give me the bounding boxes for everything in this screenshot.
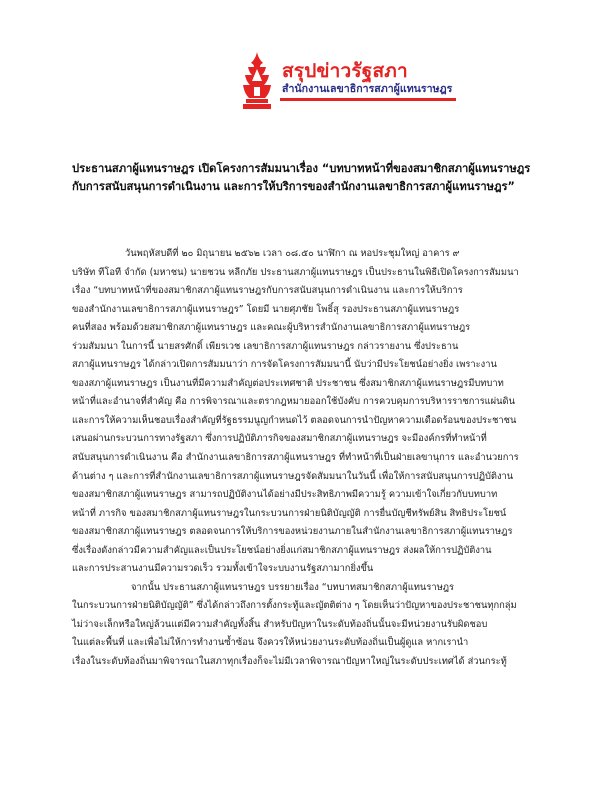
body-line: สภาผู้แทนราษฎร ได้กล่าวเปิดการสัมมนาว่า การจัดโครงการสัมมนานี้ นับว่ามีประโยชน์อย่างยิ่ง เพราะงาน (72, 359, 497, 371)
body-line: ของสำนักงานเลขาธิการสภาผู้แทนราษฎร” โดยมี นายศุภชัย โพธิ์สุ รองประธานสภาผู้แทนราษฎร (72, 303, 460, 315)
brand-subtitle: สำนักงานเลขาธิการสภาผู้แทนราษฎร (282, 83, 453, 95)
body-line: ของสภาผู้แทนราษฎร เป็นงานที่มีความสำคัญต่อประเทศชาติ ประชาชน ซึ่งสมาชิกสภาผู้แทนราษฎรมีบทบาท (72, 377, 504, 389)
body-line: ด้านต่าง ๆ และการที่สำนักงานเลขาธิการสภาผู้แทนราษฎรจัดสัมมนาในวันนี้ เพื่อให้การสนับสนุนการปฏิบัติงาน (72, 470, 514, 482)
body-line: จากนั้น ประธานสภาผู้แทนราษฎร บรรยายเรื่อง “บทบาทสมาชิกสภาผู้แทนราษฎร (131, 581, 455, 593)
body-line: ในกระบวนการฝ่ายนิติบัญญัติ” ซึ่งได้กล่าวถึงการตั้งกระทู้และญัตติต่าง ๆ โดยเห็นว่าปัญหาของประชาชนทุกกลุ่ม (72, 600, 517, 612)
title-line: กับการสนับสนุนการดำเนินงาน และการให้บริการของสำนักงานเลขาธิการสภาผู้แทนราษฎร” (72, 180, 515, 193)
body-line: และการประสานงานมีความรวดเร็ว รวมทั้งเข้าใจระบบงานรัฐสภามากยิ่งขึ้น (72, 563, 374, 575)
brand-title: สรุปข่าวรัฐสภา (282, 60, 408, 82)
body-line: เรื่อง “บทบาทหน้าที่ของสมาชิกสภาผู้แทนราษฎรกับการสนับสนุนการดำเนินงาน และการให้บริการ (72, 285, 463, 297)
body-line: หน้าที่ ภารกิจ ของสมาชิกสภาผู้แทนราษฎรในกระบวนการฝ่ายนิติบัญญัติ การยื่นบัญชีทรัพย์สิน สิทธิประโยชน์ (72, 507, 507, 519)
body-line: วันพฤหัสบดีที่ ๒๐ มิถุนายน ๒๕๖๒ เวลา ๐๘.๕๐ นาฬิกา ณ หอประชุมใหญ่ อาคาร ๙ (125, 248, 460, 259)
body-line: ไม่ว่าจะเล็กหรือใหญ่ล้วนแต่มีความสำคัญทั้งสิ้น สำหรับปัญหาในระดับท้องถิ่นนั้นจะมีหน่วยงานรับผิดชอบ (72, 618, 488, 630)
body-line: และการให้ความเห็นชอบเรื่องสำคัญที่รัฐธรรมนูญกำหนดไว้ ตลอดจนการนำปัญหาความเดือดร้อนของประชาชน (72, 414, 517, 426)
body-line: ของสมาชิกสภาผู้แทนราษฎร ตลอดจนการให้บริการของหน่วยงานภายในสำนักงานเลขาธิการสภาผู้แทนราษฎร (72, 526, 513, 538)
body-line: สนับสนุนการดำเนินงาน คือ สำนักงานเลขาธิการสภาผู้แทนราษฎร ที่ทำหน้าที่เป็นฝ่ายเลขานุการ และอำนวยการ (72, 452, 519, 464)
body-line: หน้าที่และอำนาจที่สำคัญ คือ การพิจารณาและตรากฎหมายออกใช้บังคับ การควบคุมการบริหารราชการแผ่นดิน (72, 396, 515, 408)
body-line: บริษัท ทีโอที จำกัด (มหาชน) นายชวน หลีกภัย ประธานสภาผู้แทนราษฎร เป็นประธานในพิธีเปิดโครงการสัมมนา (72, 266, 519, 278)
article-title (72, 160, 550, 196)
body-line: ซึ่งเรื่องดังกล่าวมีความสำคัญและเป็นประโยชน์อย่างยิ่งแก่สมาชิกสภาผู้แทนราษฎร ส่งผลให้การปฏิบัติงาน (72, 544, 492, 556)
body-line: ในแต่ละพื้นที่ และเพื่อไม่ให้การทำงานซ้ำซ้อน จึงควรให้หน่วยงานระดับท้องถิ่นเป็นผู้ดูแล หากเรานำ (72, 637, 469, 649)
body-line: เรื่องในระดับท้องถิ่นมาพิจารณาในสภาทุกเรื่องก็จะไม่มีเวลาพิจารณาปัญหาใหญ่ในระดับประเทศได้ ส่วนกระทู้ (72, 656, 507, 668)
brand-divider (280, 98, 456, 101)
document-header (238, 51, 538, 127)
article-body (72, 245, 550, 672)
body-line: เสนอผ่านกระบวนการทางรัฐสภา ซึ่งการปฏิบัติภารกิจของสมาชิกสภาผู้แทนราษฎร จะมีองค์กรที่ทำหน้าที่ (72, 433, 487, 445)
parliament-seal-icon (238, 51, 276, 111)
body-line: ของสมาชิกสภาผู้แทนราษฎร สามารถปฏิบัติงานได้อย่างมีประสิทธิภาพมีความรู้ ความเข้าใจเกี่ยวกับบทบาท (72, 489, 498, 501)
body-line: คนที่สอง พร้อมด้วยสมาชิกสภาผู้แทนราษฎร และคณะผู้บริหารสำนักงานเลขาธิการสภาผู้แทนราษฎร (72, 322, 471, 334)
title-line: ประธานสภาผู้แทนราษฎร เปิดโครงการสัมมนาเรื่อง “บทบาทหน้าที่ของสมาชิกสภาผู้แทนราษฎร (72, 162, 531, 175)
body-line: ร่วมสัมมนา ในการนี้ นายสรศักดิ์ เพียรเวช เลขาธิการสภาผู้แทนราษฎร กล่าวรายงาน ซึ่งประธาน (72, 340, 459, 352)
